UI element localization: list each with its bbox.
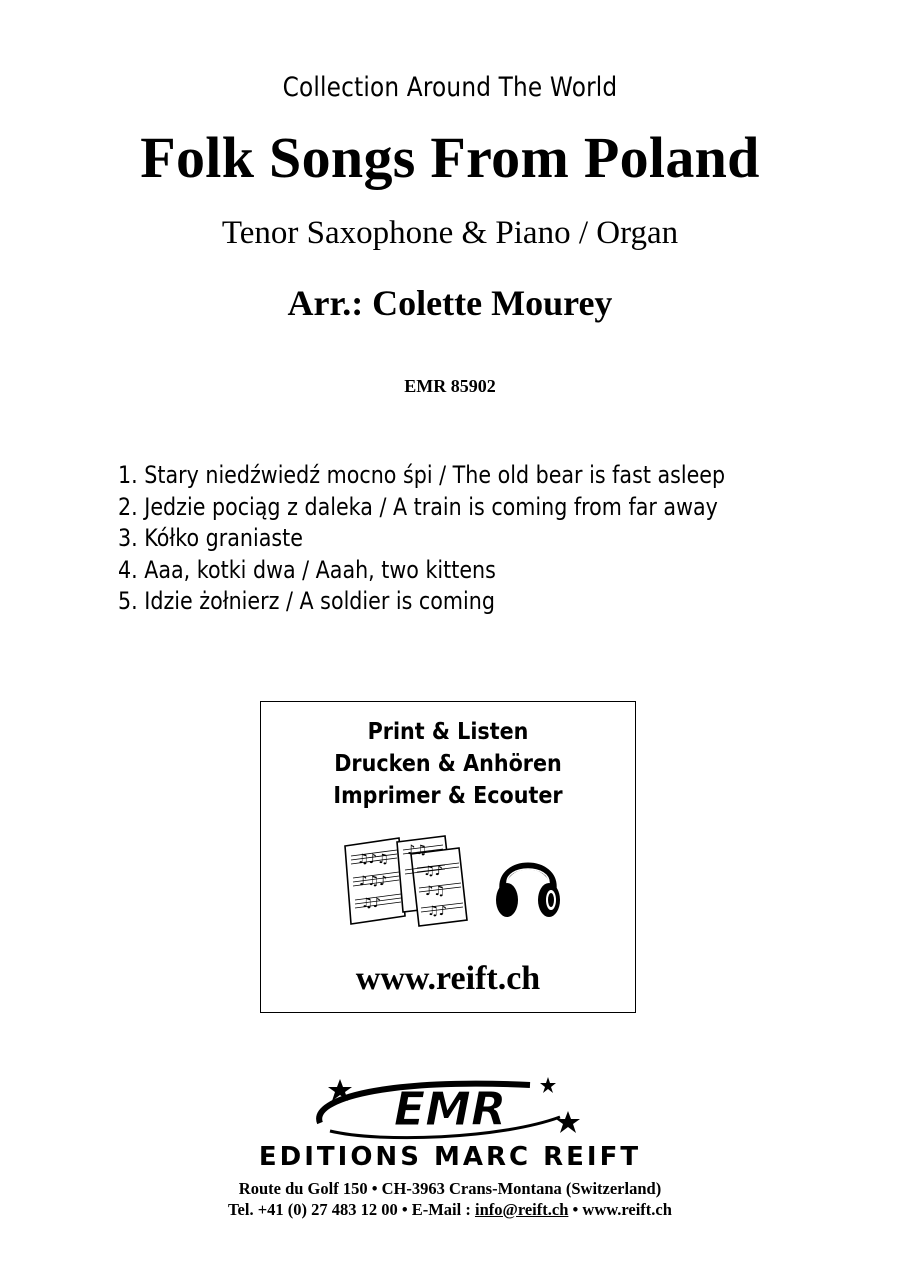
svg-text:♫♪: ♫♪ xyxy=(427,904,447,919)
svg-text:♪♫♪: ♪♫♪ xyxy=(359,874,388,889)
list-item: 4. Aaa, kotki dwa / Aaah, two kittens xyxy=(118,555,496,584)
instrumentation: Tenor Saxophone & Piano / Organ xyxy=(221,215,679,251)
song-list xyxy=(118,460,772,618)
svg-text:♫♪♫: ♫♪♫ xyxy=(357,852,389,867)
svg-text:♫♪: ♫♪ xyxy=(361,896,381,911)
svg-text:♫♪: ♫♪ xyxy=(423,864,443,879)
website-link[interactable]: www.reift.ch xyxy=(355,960,541,997)
promo-line-fr: Imprimer & Ecouter xyxy=(333,783,563,809)
contact-line xyxy=(0,1199,900,1220)
list-item: 3. Kółko graniaste xyxy=(118,524,303,552)
publisher-contact xyxy=(0,1178,900,1220)
list-item: 5. Idzie żołnierz / A soldier is coming xyxy=(118,587,495,615)
page-title: Folk Songs From Poland xyxy=(140,125,760,190)
sheet-music-icon xyxy=(341,834,471,929)
promo-line-de: Drucken & Anhören xyxy=(334,751,562,777)
arranger: Arr.: Colette Mourey xyxy=(287,283,613,323)
website-text[interactable]: • www.reift.ch xyxy=(572,1200,672,1219)
list-item: 2. Jedzie pociąg z daleka / A train is coming from far away xyxy=(118,492,718,521)
headphones-icon xyxy=(493,844,563,924)
series-title: Collection Around The World xyxy=(282,72,618,103)
address: Route du Golf 150 • CH-3963 Crans-Montana (Switzerland) xyxy=(238,1179,662,1198)
list-item: 1. Stary niedźwiedź mocno śpi / The old bear is fast asleep xyxy=(118,461,726,489)
svg-text:♪♫: ♪♫ xyxy=(425,884,445,899)
phone: Tel. +41 (0) 27 483 12 00 • E-Mail : xyxy=(228,1200,471,1219)
logo-text: EMR xyxy=(393,1082,507,1136)
publisher-name: EDITIONS MARC REIFT xyxy=(258,1142,642,1172)
emr-logo xyxy=(300,1073,600,1143)
promo-line-en: Print & Listen xyxy=(367,719,529,745)
print-listen-box xyxy=(260,701,636,1013)
catalog-number: EMR 85902 xyxy=(404,376,496,396)
email-link[interactable]: info@reift.ch xyxy=(474,1200,569,1219)
svg-text:♪♫: ♪♫ xyxy=(407,843,427,858)
